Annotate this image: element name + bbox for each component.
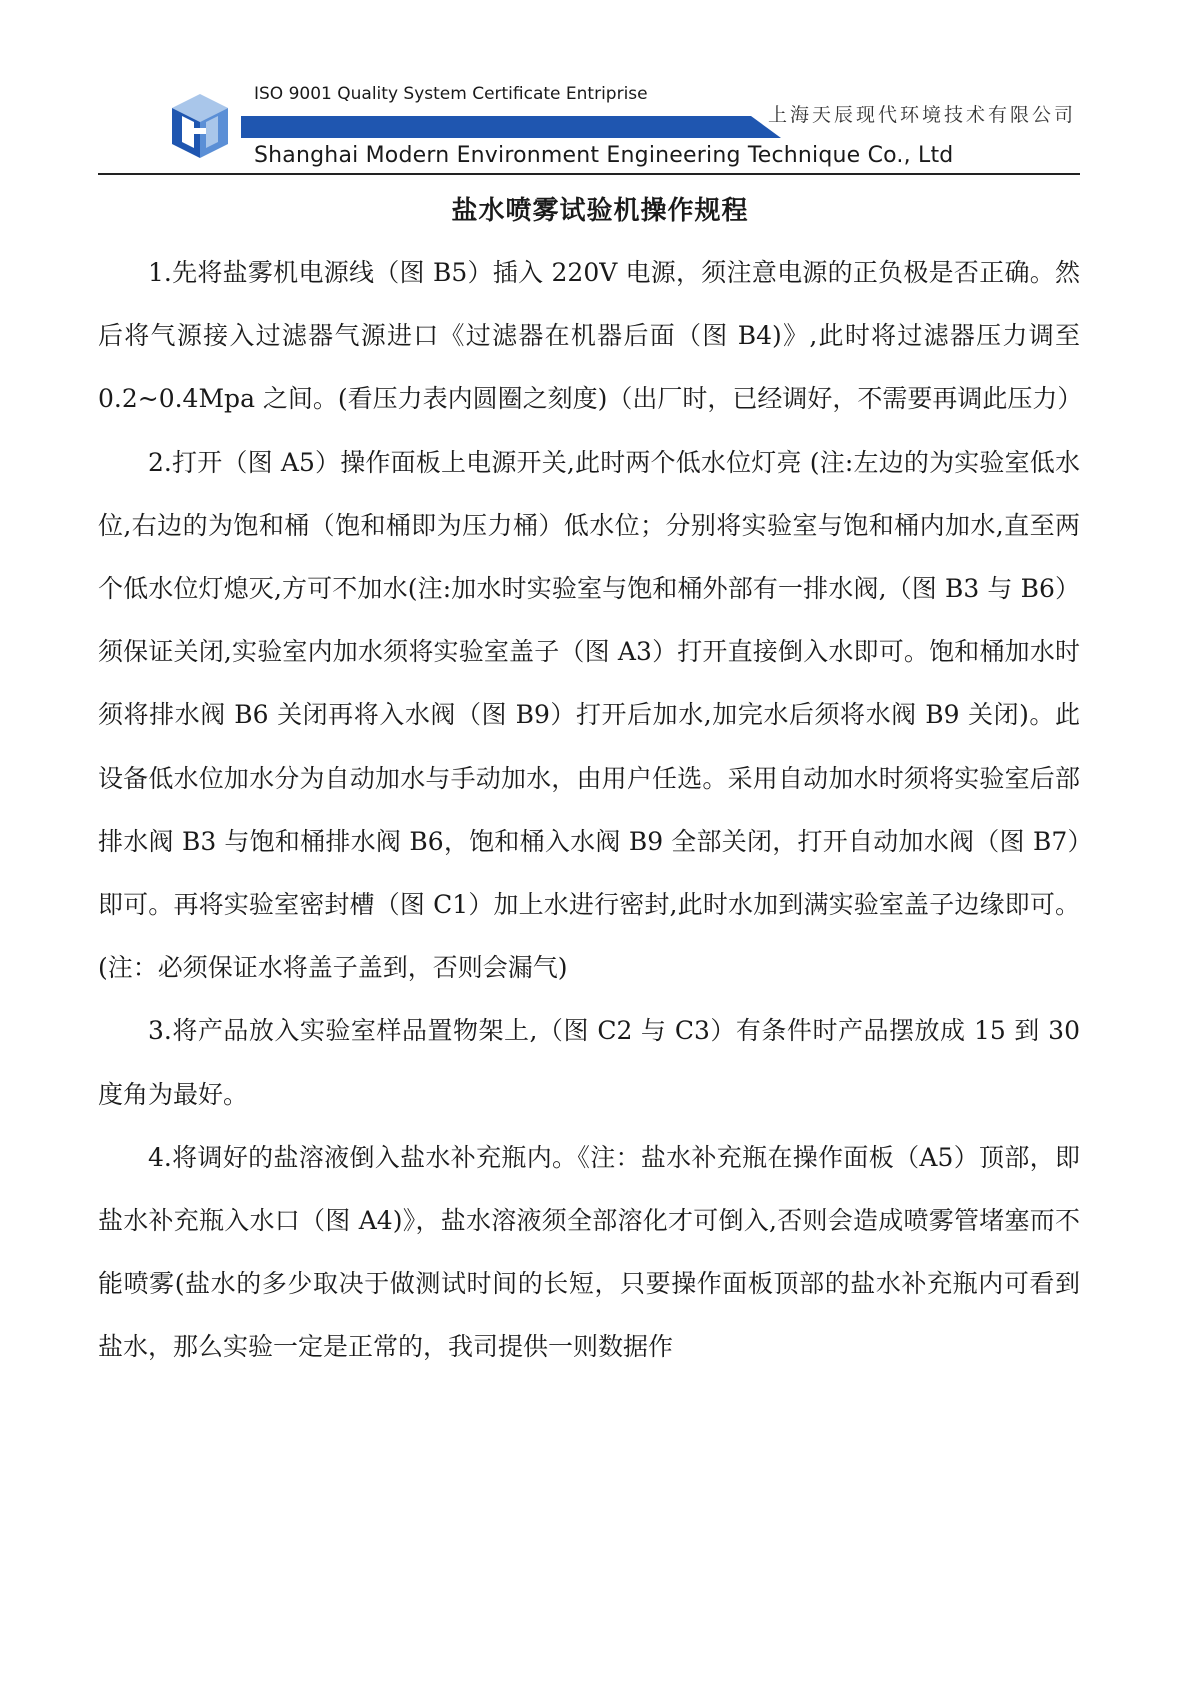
company-name-en: Shanghai Modern Environment Engineering Technique Co., Ltd	[254, 143, 954, 168]
paragraph-step-3: 3.将产品放入实验室样品置物架上,（图 C2 与 C3）有条件时产品摆放成 15 到 30 度角为最好。	[98, 1016, 1080, 1109]
paragraph-step-2: 2.打开（图 A5）操作面板上电源开关,此时两个低水位灯亮 (注:左边的为实验室低水位,右边的为饱和桶（饱和桶即为压力桶）低水位；分别将实验室与饱和桶内加水,直至两个低水位灯熄灭,方可不加水(注:加水时实验室与饱和桶外部有一排水阀,（图 B3 与 B6）须保证关闭,实验室内加水须将实验室盖子（图 A3）打开直接倒入水即可。饱和桶加水时须将排水阀 B6 关闭再将入水阀（图 B9）打开后加水,加完水后须将水阀 B9 关闭)。此设备低水位加水分为自动加水与手动加水，由用户任选。采用自动加水时须将实验室后部排水阀 B3 与饱和桶排水阀 B6，饱和桶入水阀 B9 全部关闭，打开自动加水阀（图 B7）即可。再将实验室密封槽（图 C1）加上水进行密封,此时水加到满实验室盖子边缘即可。(注：必须保证水将盖子盖到，否则会漏气)	[98, 447, 1080, 983]
company-logo-icon	[164, 88, 236, 160]
document-body	[98, 241, 1083, 1379]
document-title: 盐水喷雾试验机操作规程	[451, 196, 749, 226]
logo-cutout-bridge	[194, 128, 206, 134]
letterhead	[98, 78, 1080, 170]
header-divider	[98, 173, 1080, 175]
paragraph-step-1: 1.先将盐雾机电源线（图 B5）插入 220V 电源，须注意电源的正负极是否正确。然后将气源接入过滤器气源进口《过滤器在机器后面（图 B4)》,此时将过滤器压力调至 0.2~0.4Mpa 之间。(看压力表内圆圈之刻度)（出厂时，已经调好，不需要再调此压力）	[98, 258, 1083, 414]
header-blue-bar	[241, 116, 781, 138]
paragraph-step-4: 4.将调好的盐溶液倒入盐水补充瓶内。《注：盐水补充瓶在操作面板（A5）顶部，即盐水补充瓶入水口（图 A4)》，盐水溶液须全部溶化才可倒入,否则会造成喷雾管堵塞而不能喷雾(盐水的多少取决于做测试时间的长短，只要操作面板顶部的盐水补充瓶内可看到盐水，那么实验一定是正常的，我司提供一则数据作	[98, 1142, 1080, 1362]
company-name-cn: 上海天辰现代环境技术有限公司	[767, 104, 1076, 126]
iso-certificate-text: ISO 9001 Quality System Certificate Entriprise	[254, 84, 648, 104]
